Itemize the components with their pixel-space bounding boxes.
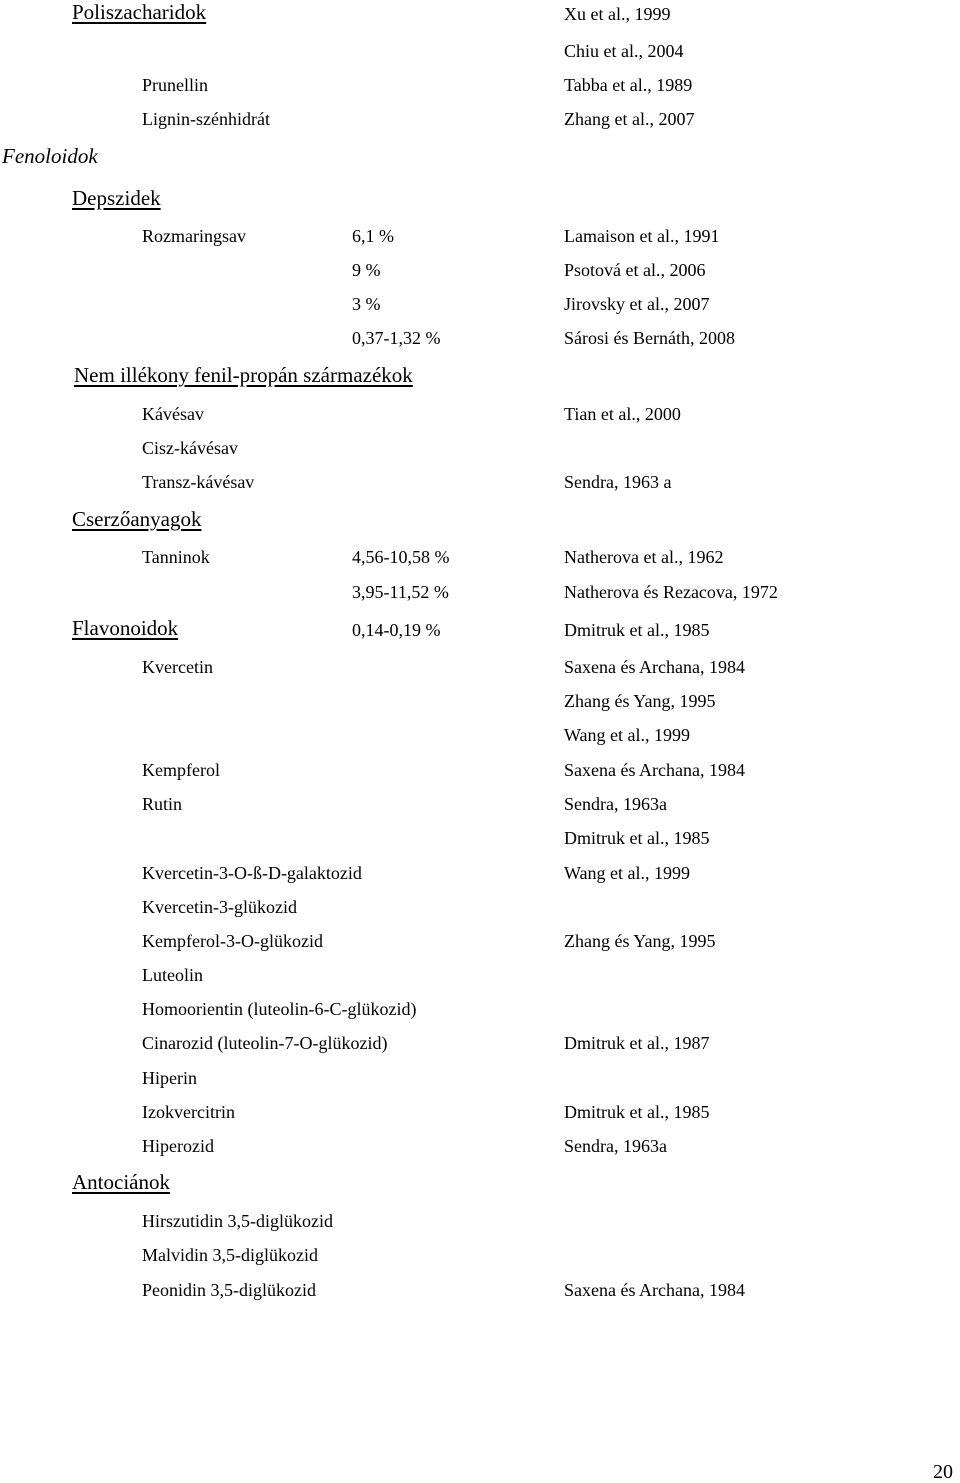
amount: 9 %	[352, 260, 381, 280]
reference: Xu et al., 1999	[564, 4, 671, 24]
amount: 6,1 %	[352, 226, 394, 246]
amount: 3 %	[352, 294, 381, 314]
compound-name: Prunellin	[142, 75, 208, 95]
reference: Tabba et al., 1989	[564, 75, 693, 95]
amount: 0,37-1,32 %	[352, 328, 441, 348]
reference: Sendra, 1963 a	[564, 472, 672, 492]
reference: Lamaison et al., 1991	[564, 226, 720, 246]
reference: Saxena és Archana, 1984	[564, 1280, 745, 1300]
section-heading-flavonoidok: Flavonoidok	[72, 616, 179, 640]
compound-name: Rozmaringsav	[142, 226, 246, 246]
compound-name: Kvercetin-3-O-ß-D-galaktozid	[142, 863, 362, 883]
reference: Dmitruk et al., 1987	[564, 1033, 710, 1053]
compound-name: Transz-kávésav	[142, 472, 255, 492]
reference: Saxena és Archana, 1984	[564, 657, 745, 677]
reference: Tian et al., 2000	[564, 404, 681, 424]
compound-name: Lignin-szénhidrát	[142, 109, 270, 129]
compound-name: Cisz-kávésav	[142, 438, 238, 458]
reference: Natherova et al., 1962	[564, 547, 724, 567]
compound-name: Cinarozid (luteolin-7-O-glükozid)	[142, 1033, 388, 1053]
compound-name: Hiperin	[142, 1068, 197, 1088]
reference: Zhang és Yang, 1995	[564, 691, 716, 711]
reference: Sárosi és Bernáth, 2008	[564, 328, 735, 348]
compound-name: Peonidin 3,5-diglükozid	[142, 1280, 316, 1300]
page-number: 20	[933, 1461, 953, 1483]
compound-name: Homoorientin (luteolin-6-C-glükozid)	[142, 999, 417, 1019]
compound-name: Hirszutidin 3,5-diglükozid	[142, 1211, 333, 1231]
reference: Zhang et al., 2007	[564, 109, 695, 129]
reference: Zhang és Yang, 1995	[564, 931, 716, 951]
compound-name: Kempferol	[142, 760, 220, 780]
reference: Dmitruk et al., 1985	[564, 828, 710, 848]
compound-name: Kempferol-3-O-glükozid	[142, 931, 323, 951]
reference: Psotová et al., 2006	[564, 260, 706, 280]
reference: Sendra, 1963a	[564, 1136, 667, 1156]
compound-name: Hiperozid	[142, 1136, 214, 1156]
compound-name: Rutin	[142, 794, 183, 814]
reference: Chiu et al., 2004	[564, 41, 684, 61]
compound-name: Luteolin	[142, 965, 203, 985]
compound-name: Kvercetin	[142, 657, 213, 677]
section-heading-antocianok: Antociánok	[72, 1170, 170, 1194]
reference: Sendra, 1963a	[564, 794, 667, 814]
section-heading-depszidek: Depszidek	[72, 186, 161, 210]
amount: 4,56-10,58 %	[352, 547, 450, 567]
section-heading-cserzoanyagok: Cserzőanyagok	[72, 507, 202, 531]
compound-name: Kávésav	[142, 404, 204, 424]
section-heading-poliszacharidok: Poliszacharidok	[72, 0, 207, 24]
compound-name: Malvidin 3,5-diglükozid	[142, 1245, 318, 1265]
amount: 0,14-0,19 %	[352, 620, 441, 640]
compound-name: Tanninok	[142, 547, 210, 567]
reference: Saxena és Archana, 1984	[564, 760, 745, 780]
reference: Jirovsky et al., 2007	[564, 294, 710, 314]
compound-name: Izokvercitrin	[142, 1102, 235, 1122]
reference: Dmitruk et al., 1985	[564, 620, 710, 640]
amount: 3,95-11,52 %	[352, 582, 449, 602]
group-heading-fenoloidok: Fenoloidok	[2, 144, 98, 168]
reference: Wang et al., 1999	[564, 863, 691, 883]
compound-name: Kvercetin-3-glükozid	[142, 897, 297, 917]
reference: Natherova és Rezacova, 1972	[564, 582, 778, 602]
reference: Dmitruk et al., 1985	[564, 1102, 710, 1122]
reference: Wang et al., 1999	[564, 725, 691, 745]
section-heading-nem-illekony: Nem illékony fenil-propán származékok	[74, 363, 413, 387]
